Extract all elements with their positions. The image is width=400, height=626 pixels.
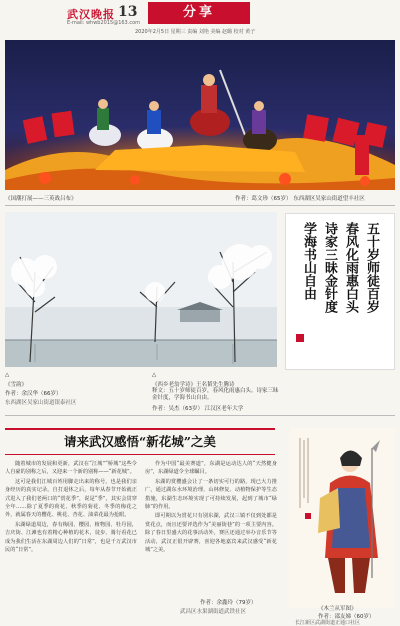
article-title: 请来武汉感悟“新花城”之美 (64, 434, 216, 449)
photo1-author: 作者：葛文珍（65岁） 东西湖区吴家山街道望丰社区 (235, 196, 365, 202)
painting-address: 长江新区武湖街道正通口社区 (295, 620, 361, 626)
section-divider (5, 205, 395, 206)
section-banner: 分享 (148, 2, 250, 24)
page-number: 13 (118, 4, 138, 20)
photo3-title: 《西乡老翁学诗》王名韬先生腾诗 (152, 382, 235, 388)
lantern-display-photo (5, 40, 395, 190)
photo3-tag: △ (152, 372, 157, 378)
article-paragraph: 东湖绿道周边，春有梅园、樱园、植物园、牡丹园，吉庆街、江滩也有着精心种植的花木，徒步、骑行看花已成为我们生活在东湖周边人们的“日常”，也是千万武汉市民的“日常”。 (5, 521, 137, 554)
photo2-tag: △ (5, 372, 10, 378)
article-paragraph: 东湖的赏樱盛会让了一条切实可行的路，现已大力推广，通过湖东水环境治理、山林修复、动植物保护等生态措施，东湖生态环境实现了可持续发展，起到了城市“绿肺”的作用。 (145, 478, 277, 511)
section-divider (5, 415, 395, 416)
photo2-title: 《雪韵》 (5, 382, 28, 388)
article-address: 武昌区水果湖街道武铁社区 (180, 609, 247, 615)
painting-author: 作者：邵友娣（60岁） (318, 614, 375, 620)
seal-stamp (296, 334, 304, 342)
photo3-author: 作者：吴杰（63岁） 江汉区老年大学 (152, 406, 244, 412)
photo2-address: 东西湖区吴家山街道银泰社区 (5, 400, 77, 406)
contact-email: E-mail: whwb2015@163.com (67, 20, 141, 26)
calligraphy-column: 学海书山自由 (301, 222, 316, 300)
calligraphy-column: 春风化雨惠白头 (343, 222, 358, 313)
calligraphy-panel (285, 213, 395, 370)
article-paragraph: 即可期以为赏花只有别东湖，武汉三镇不仅到处都是赏花点，而且还要评选作为“美丽街巷”的一项主要内容。除了春日里盛大的花事活动外，赛区还通过举办音乐节等活动，武汉正很开辟赛，喜迎各地嘉宾来武汉感受“新花城”之美。 (145, 513, 277, 554)
calligraphy-column: 五十岁师徒百岁 (364, 222, 379, 313)
calligraphy-column: 诗家三昧金针度 (322, 222, 337, 313)
painting-title: 《木兰从军图》 (318, 606, 357, 612)
masthead: 武汉晚报 (67, 8, 115, 21)
article-column-1 (5, 460, 137, 555)
article-paragraph: 随着城市的发展和更新，武汉在“江城”“桥城”这些令人自豪的别称之后，又迎来一个新的别称——“新花城”。 (5, 461, 137, 476)
photo2-author: 作者：余汉华（66岁） (5, 391, 62, 397)
article-column-2 (145, 460, 277, 555)
article-author: 作者：余鑫玲（79岁） (200, 600, 257, 606)
dateline: 2020年2月5日 星期三 责编 刘艳 美编 赵璐 校对 黄子 (135, 29, 256, 35)
photo1-caption: 《国潮打展——三英战吕布》 (5, 196, 77, 202)
article-paragraph: 这可是我们江城百姓用脚走出来的称号，也是我们亲身经历的真实记录。自打退休之后，每年从春节开始就正式进入了我们老两口的“赏花季”，说是“季”，其实会贯穿全年……除了夏季的荷花、秋季的菊花、冬季的梅花之外，就属春天的樱花、桃花、杏花、油菜花最为抢眼。 (5, 478, 137, 519)
snow-landscape-photo (5, 212, 277, 367)
article-paragraph: 作为中国“最美赛道”，东湖是运动达人的“天然健身房”，东湖绿道令全球瞩目。 (145, 461, 277, 476)
mulan-painting (290, 428, 395, 608)
photo3-text: 释文：五十岁师徒百岁，春风化雨惠白头。诗家三昧金针度，学海书山自由。 (152, 388, 279, 401)
